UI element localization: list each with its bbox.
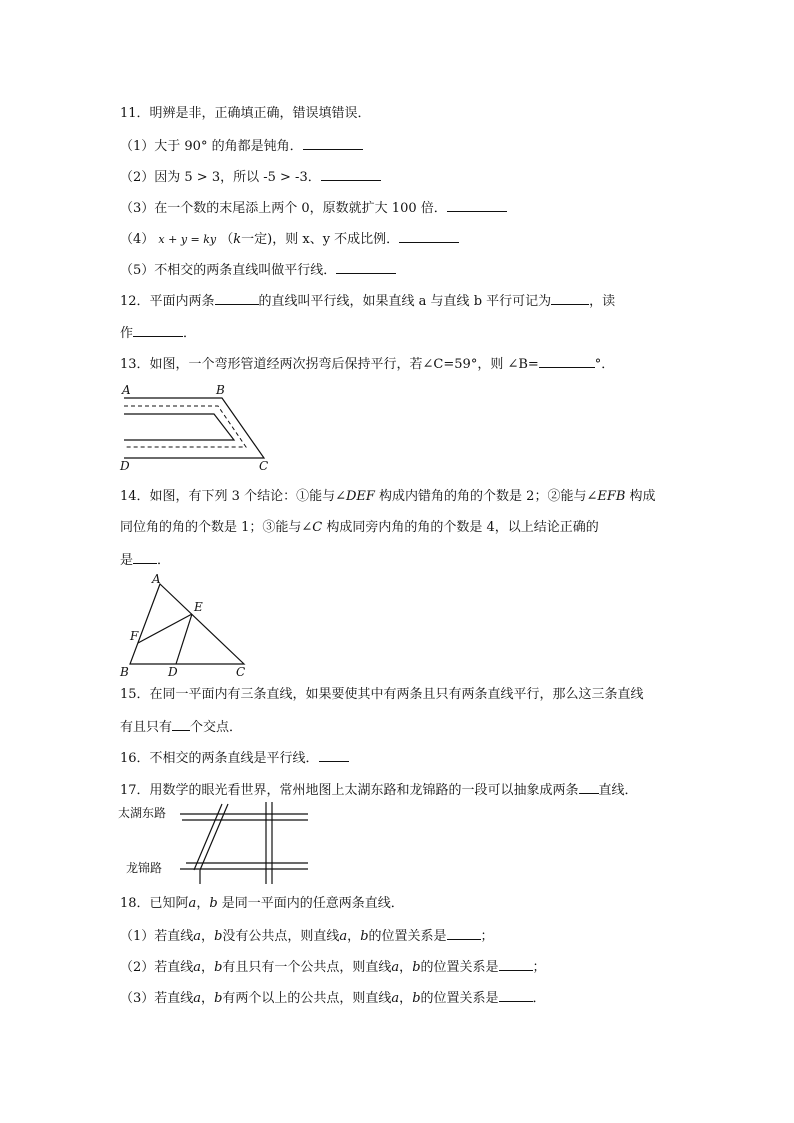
q13-pipe-center bbox=[124, 406, 246, 447]
q18-2-var-b2: b bbox=[412, 960, 421, 975]
q14-label-f: F bbox=[130, 629, 139, 643]
q14-label-d: D bbox=[168, 665, 178, 679]
q14-label-e: E bbox=[194, 600, 203, 614]
q15-text-2a: 有且只有 bbox=[120, 720, 173, 735]
q11-item-2-text: （2）因为 5 > 3，所以 -5 > -3． bbox=[120, 170, 321, 185]
q12-text-b: 的直线叫平行线，如果直线 a 与直线 b 平行可记为 bbox=[258, 294, 552, 309]
q11-item-1-blank[interactable] bbox=[303, 137, 363, 150]
q18-2-var-a2: a bbox=[391, 960, 400, 975]
q11-item-1 bbox=[120, 137, 363, 155]
q13-label-c: C bbox=[259, 459, 269, 473]
q15-blank[interactable] bbox=[172, 718, 190, 731]
q18-1-c: 的位置关系是 bbox=[368, 929, 447, 944]
q18-1-var-b2: b bbox=[360, 929, 369, 944]
q18-var-a: a bbox=[188, 896, 197, 911]
q14-text-1b: 构成内错角的角的个数是 2；②能与 bbox=[374, 489, 587, 504]
q18-1-b: 没有公共点，则直线 bbox=[222, 929, 340, 944]
q12-text-e: ． bbox=[183, 326, 197, 341]
q18-2-var-b: b bbox=[214, 960, 223, 975]
q18-item-3: （3）若直线a，b有两个以上的公共点，则直线a，b的位置关系是 ． bbox=[120, 991, 546, 1006]
q18-item-2: （2）若直线a，b有且只有一个公共点，则直线a，b的位置关系是 ； bbox=[120, 960, 546, 975]
q18-3-var-a: a bbox=[193, 991, 202, 1006]
q14-angle-efb: ∠EFB bbox=[586, 489, 626, 504]
q15-text-2b: 个交点． bbox=[190, 720, 243, 735]
q14-triangle-abc bbox=[130, 584, 244, 664]
q18-title bbox=[120, 896, 404, 912]
q11-item-4-math: x + y = ky bbox=[158, 233, 217, 246]
q14-angle-def: ∠DEF bbox=[335, 489, 375, 504]
q14-triangle-figure bbox=[116, 570, 256, 682]
q15-line2 bbox=[120, 718, 242, 736]
q18-3-var-a2: a bbox=[391, 991, 400, 1006]
q12-blank-2[interactable] bbox=[551, 292, 589, 305]
q18-1-var-a: a bbox=[193, 929, 202, 944]
q18-1-blank[interactable] bbox=[447, 927, 481, 940]
q18-3-var-b: b bbox=[214, 991, 223, 1006]
q11-item-5-text: （5）不相交的两条直线叫做平行线． bbox=[120, 263, 337, 278]
q18-3-b: 有两个以上的公共点，则直线 bbox=[222, 991, 392, 1006]
q15-line1: 15．在同一平面内有三条直线，如果要使其中有两条且只有两条直线平行，那么这三条直线 bbox=[120, 687, 644, 702]
q11-item-1-text: （1）大于 90° 的角都是钝角． bbox=[120, 139, 303, 154]
q17-road-label-1: 太湖东路 bbox=[118, 806, 167, 820]
q17-blank[interactable] bbox=[579, 781, 599, 794]
q18-2-var-a: a bbox=[193, 960, 202, 975]
q11-item-4 bbox=[120, 230, 459, 248]
q18-1-a: （1）若直线 bbox=[120, 929, 194, 944]
q11-title: 11．明辨是非，正确填正确，错误填错误． bbox=[120, 106, 371, 121]
q13-pipe-figure bbox=[118, 380, 278, 474]
q14-text-3b: ． bbox=[157, 553, 171, 568]
q16-text-main: 16．不相交的两条直线是平行线． bbox=[120, 751, 319, 766]
q18-2-blank[interactable] bbox=[499, 958, 533, 971]
q11-item-4-pre: （4） bbox=[120, 232, 159, 247]
q18-3-c: 的位置关系是 bbox=[420, 991, 499, 1006]
q17-text-b: 直线． bbox=[598, 783, 638, 798]
q11-item-5-blank[interactable] bbox=[336, 261, 396, 274]
q12-text-a: 12．平面内两条 bbox=[120, 294, 215, 309]
q18-item-1: （1）若直线a，b没有公共点，则直线a，b的位置关系是 ； bbox=[120, 929, 494, 944]
q13-text-b: °． bbox=[594, 357, 615, 372]
q13-text-a: 13．如图，一个弯形管道经两次拐弯后保持平行，若∠C=59°，则 ∠B= bbox=[120, 357, 539, 372]
q18-3-d: ． bbox=[532, 991, 546, 1006]
q16-blank[interactable] bbox=[319, 749, 349, 762]
q13-text bbox=[120, 355, 614, 373]
q18-2-d: ； bbox=[532, 960, 546, 975]
q13-blank[interactable] bbox=[539, 355, 595, 368]
q11-item-5 bbox=[120, 261, 396, 279]
q18-2-c: 的位置关系是 bbox=[420, 960, 499, 975]
q18-3-a: （3）若直线 bbox=[120, 991, 194, 1006]
q18-2-b: 有且只有一个公共点，则直线 bbox=[222, 960, 392, 975]
q17-text-a: 17．用数学的眼光看世界，常州地图上太湖东路和龙锦路的一段可以抽象成两条 bbox=[120, 783, 579, 798]
q16-text bbox=[120, 749, 349, 767]
q13-label-d: D bbox=[120, 459, 130, 473]
q12-blank-1[interactable] bbox=[215, 292, 259, 305]
q18-3-var-b2: b bbox=[412, 991, 421, 1006]
q11-item-4-k: k bbox=[233, 232, 242, 247]
q14-label-a: A bbox=[152, 572, 161, 586]
q11-item-3-text: （3）在一个数的末尾添上两个 0，原数就扩大 100 倍． bbox=[120, 201, 447, 216]
q13-pipe-outer bbox=[124, 398, 264, 458]
q11-item-2-blank[interactable] bbox=[321, 168, 381, 181]
q11-item-3-blank[interactable] bbox=[447, 199, 507, 212]
q11-item-3 bbox=[120, 199, 507, 217]
q13-pipe-inner bbox=[124, 414, 234, 440]
q11-item-2 bbox=[120, 168, 381, 186]
q11-item-4-post: 一定)，则 x、y 不成比例． bbox=[241, 232, 400, 247]
q14-text-1c: 构成 bbox=[625, 489, 656, 504]
q14-line1 bbox=[120, 489, 656, 505]
q18-1-var-b: b bbox=[214, 929, 223, 944]
q14-text-2b: 构成同旁内角的角的个数是 4，以上结论正确的 bbox=[322, 520, 599, 535]
q14-label-b: B bbox=[120, 665, 129, 679]
q17-text bbox=[120, 781, 638, 799]
q14-blank[interactable] bbox=[133, 551, 157, 564]
q14-text-1a: 14．如图，有下列 3 个结论：①能与 bbox=[120, 489, 336, 504]
q18-1-d: ； bbox=[480, 929, 494, 944]
q14-text-2a: 同位角的角的个数是 1；③能与 bbox=[120, 520, 302, 535]
q17-road-map bbox=[116, 800, 316, 888]
q12-blank-3[interactable] bbox=[133, 324, 183, 337]
q11-item-4-blank[interactable] bbox=[399, 230, 459, 243]
q14-angle-c: ∠C bbox=[301, 520, 323, 535]
q12-line1 bbox=[120, 292, 615, 310]
q14-line2 bbox=[120, 520, 599, 536]
q12-text-d: 作 bbox=[120, 326, 134, 341]
q12-text-c: ，读 bbox=[589, 294, 616, 309]
q13-label-a: A bbox=[122, 383, 131, 397]
q18-3-blank[interactable] bbox=[499, 989, 533, 1002]
q14-text-3a: 是 bbox=[120, 553, 134, 568]
q18-title-b: ， bbox=[196, 896, 210, 911]
q18-2-a: （2）若直线 bbox=[120, 960, 194, 975]
q14-label-c: C bbox=[236, 665, 246, 679]
q17-road-label-2: 龙锦路 bbox=[126, 861, 163, 875]
q18-title-c: 是同一平面内的任意两条直线． bbox=[217, 896, 404, 911]
q11-item-4-mid: （ bbox=[216, 232, 234, 247]
q18-1-var-a2: a bbox=[339, 929, 348, 944]
q14-line3 bbox=[120, 551, 170, 569]
q18-var-b: b bbox=[209, 896, 218, 911]
q18-title-a: 18．已知阿 bbox=[120, 896, 189, 911]
q13-label-b: B bbox=[216, 383, 225, 397]
q12-line2 bbox=[120, 324, 196, 342]
